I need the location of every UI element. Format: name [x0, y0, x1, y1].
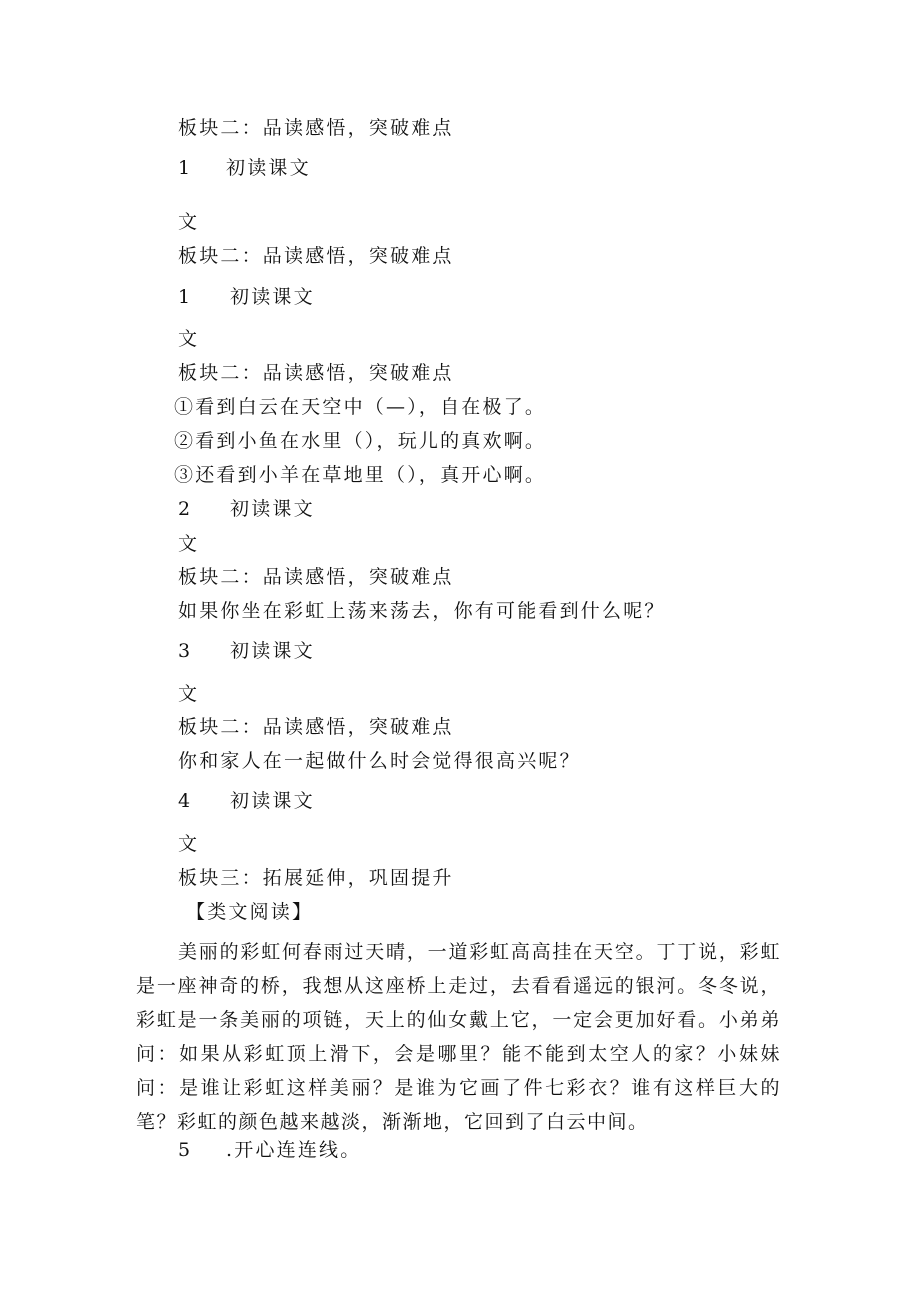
item-label: 初读课文: [226, 157, 311, 179]
reading-passage: 美丽的彩虹何春雨过天晴，一道彩虹高高挂在天空。丁丁说，彩虹是一座神奇的桥，我想从这座桥上走过，去看看遥远的银河。冬冬说，彩虹是一条美丽的项链，天上的仙女戴上它，一定会更加好看。小弟弟问：如果从彩虹顶上滑下，会是哪里？能不能到太空人的家？小妹妹问：是谁让彩虹这样美丽？是谁为它画了件七彩衣？谁有这样巨大的笔？彩虹的颜色越来越淡，渐渐地，它回到了白云中间。: [136, 941, 781, 1133]
wen-char: 文: [178, 833, 200, 855]
item-label: .开心连连线。: [226, 1139, 362, 1161]
item-label: 初读课文: [230, 286, 315, 308]
heading-block2-1: 板块二：品读感悟，突破难点: [178, 117, 454, 139]
question-4: 如果你坐在彩虹上荡来荡去，你有可能看到什么呢？: [178, 600, 666, 622]
question-2: ②看到小鱼在水里（），玩儿的真欢啊。: [174, 430, 547, 452]
item-number: 1: [178, 286, 191, 308]
item-label: 初读课文: [230, 498, 315, 520]
heading-block2-2: 板块二：品读感悟，突破难点: [178, 245, 454, 267]
wen-char: 文: [178, 533, 200, 555]
heading-block2-5: 板块二：品读感悟，突破难点: [178, 716, 454, 738]
question-3: ③还看到小羊在草地里（），真开心啊。: [174, 464, 547, 486]
item-label: 初读课文: [230, 790, 315, 812]
item-number: 4: [178, 790, 191, 812]
heading-block2-4: 板块二：品读感悟，突破难点: [178, 566, 454, 588]
item-number: 2: [178, 498, 191, 520]
item-number: 1: [178, 157, 191, 179]
item-label: 初读课文: [230, 640, 315, 662]
wen-char: 文: [178, 683, 200, 705]
wen-char: 文: [178, 328, 200, 350]
heading-block3: 板块三：拓展延伸，巩固提升: [178, 867, 454, 889]
question-5: 你和家人在一起做什么时会觉得很高兴呢？: [178, 750, 581, 772]
heading-block2-3: 板块二：品读感悟，突破难点: [178, 362, 454, 384]
reading-heading: 【类文阅读】: [186, 901, 314, 923]
question-1: ①看到白云在天空中（—），自在极了。: [174, 396, 547, 418]
item-number: 5: [178, 1139, 191, 1161]
wen-char: 文: [178, 211, 200, 233]
item-number: 3: [178, 640, 191, 662]
